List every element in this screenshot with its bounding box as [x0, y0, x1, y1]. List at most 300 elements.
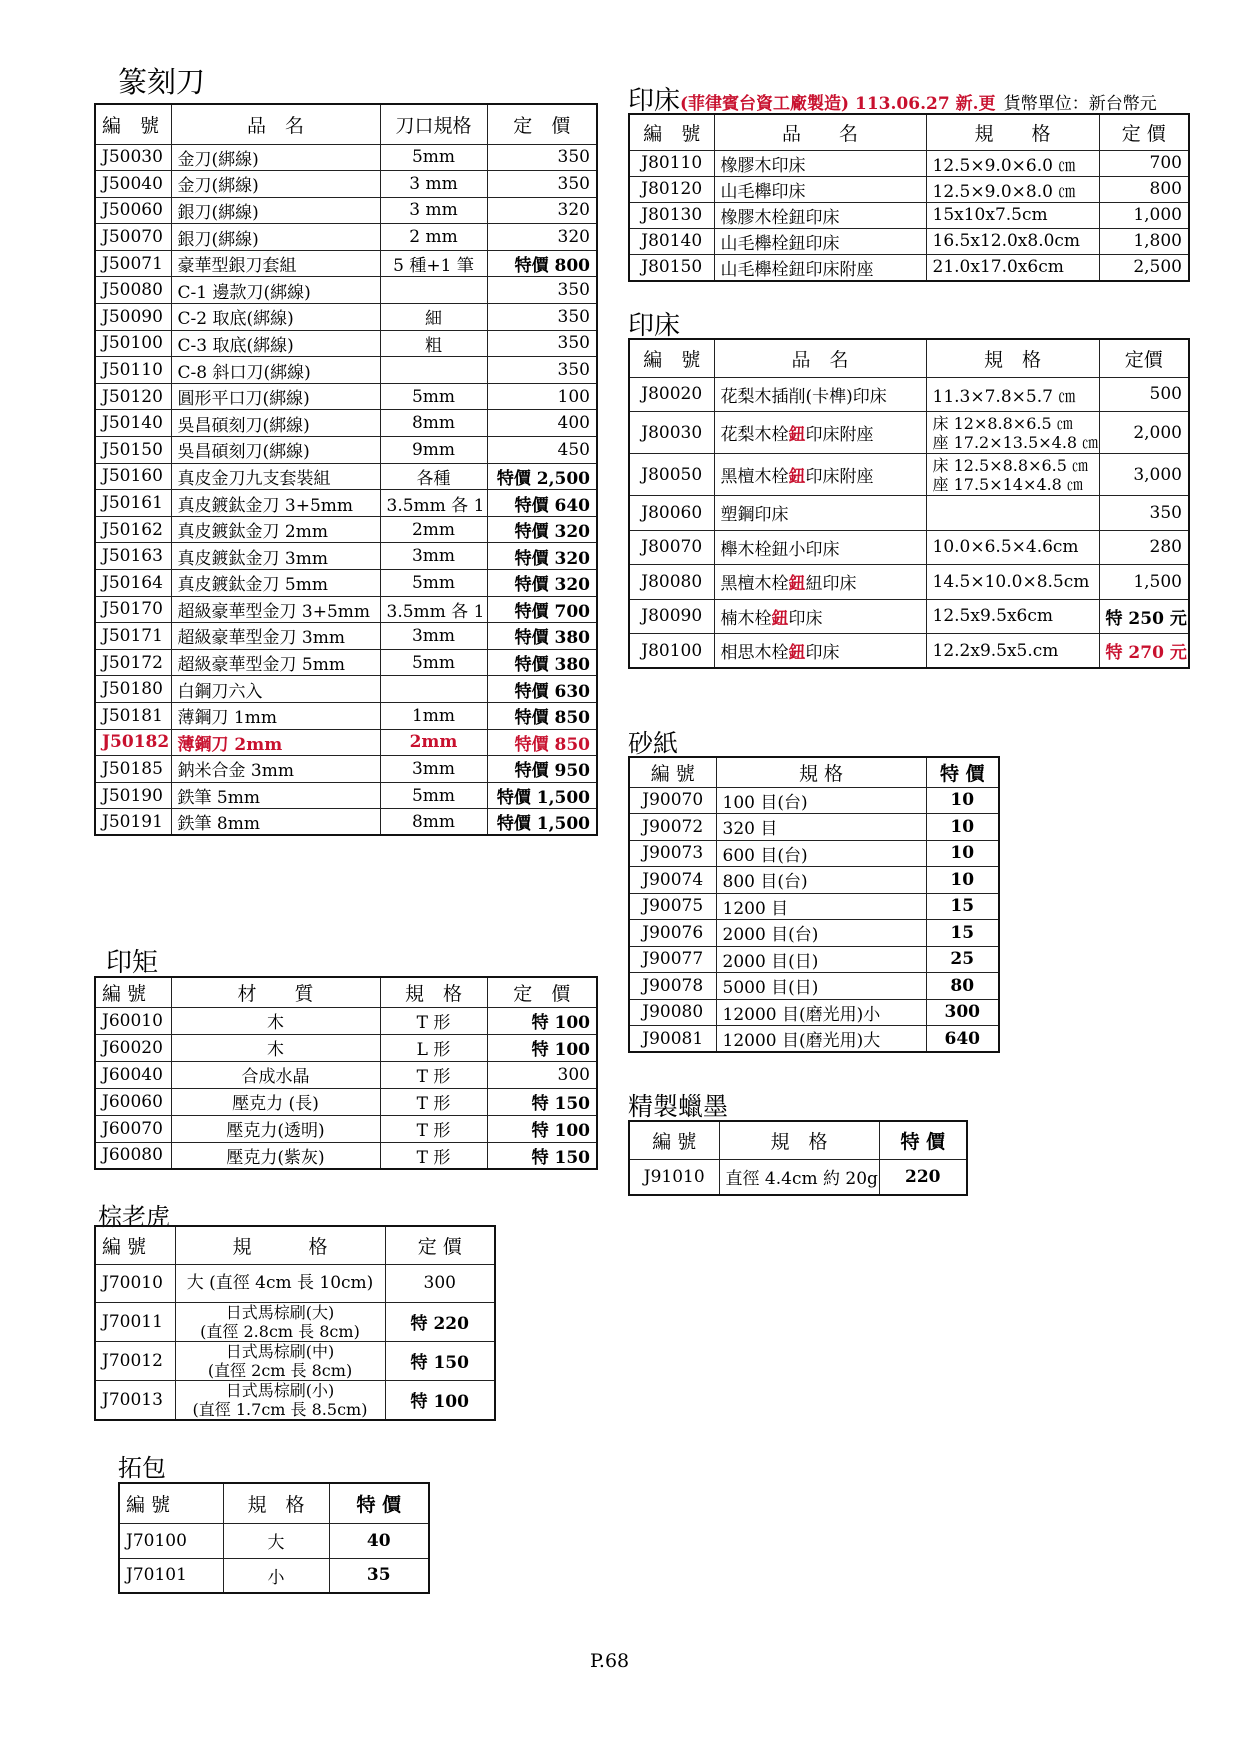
press1-cell-price: 800 [1099, 176, 1189, 202]
press2-cell-spec [926, 496, 1099, 531]
sandpaper-row [629, 893, 999, 920]
knives-cell-spec: 3.5mm 各 1 [380, 490, 487, 517]
knives-cell-code: J50164 [95, 570, 171, 597]
ruler-cell-material: 壓克力(紫灰) [171, 1142, 380, 1169]
wax-cell-price: 220 [879, 1159, 967, 1195]
press2-body [629, 377, 1189, 668]
press2-row [629, 412, 1189, 454]
sandpaper-header-price: 特 價 [926, 757, 999, 787]
rubbing-title: 拓包 [118, 1454, 166, 1482]
knives-row [95, 676, 597, 703]
press1-title [628, 80, 1157, 117]
knives-table [94, 103, 598, 836]
knives-row [95, 171, 597, 198]
knives-cell-price: 特價 1,500 [487, 782, 597, 809]
brush-spec-line2: (直徑 2cm 長 8cm) [207, 1360, 353, 1380]
press1-cell-spec: 12.5×9.0×8.0 ㎝ [926, 176, 1099, 202]
rubbing-header-price: 特 價 [329, 1483, 429, 1523]
press2-cell-name [714, 377, 926, 412]
press2-header-price: 定價 [1099, 339, 1189, 377]
press2-cell-price: 特 250 元 [1099, 599, 1189, 634]
brush-row [95, 1302, 495, 1341]
press2-name-part: 印床附座 [805, 467, 874, 487]
press2-cell-name [714, 530, 926, 565]
knives-cell-price: 特價 1,500 [487, 809, 597, 836]
press2-cell-name [714, 454, 926, 496]
knives-cell-code: J50090 [95, 304, 171, 331]
press2-row [629, 530, 1189, 565]
press2-spec-line1: 床 12.5×8.8×6.5 ㎝ [932, 455, 1089, 475]
press2-name-part: 鈕 [788, 574, 806, 595]
knives-cell-spec: 粗 [380, 330, 487, 357]
press1-cell-price: 700 [1099, 150, 1189, 176]
press2-name-part: 黑檀木栓 [720, 574, 789, 595]
sandpaper-cell-price: 300 [926, 999, 999, 1026]
sandpaper-cell-price: 80 [926, 973, 999, 1000]
press1-body [629, 150, 1189, 281]
knives-cell-price: 320 [487, 197, 597, 224]
brush-row [95, 1380, 495, 1420]
knives-cell-spec: 2mm [380, 729, 487, 756]
knives-cell-code: J50181 [95, 702, 171, 729]
ruler-row [95, 1142, 597, 1169]
knives-cell-spec: 5mm [380, 144, 487, 171]
knives-row [95, 729, 597, 756]
knives-cell-spec: 細 [380, 304, 487, 331]
knives-cell-name: 吳昌碩刻刀(綁線) [171, 437, 380, 464]
knives-row [95, 543, 597, 570]
rubbing-cell-spec: 小 [223, 1558, 329, 1593]
press2-cell-code: J80030 [629, 412, 714, 454]
sandpaper-row [629, 946, 999, 973]
sandpaper-row [629, 1026, 999, 1053]
knives-cell-price: 350 [487, 171, 597, 198]
knives-cell-price: 特價 850 [487, 702, 597, 729]
rubbing-table [118, 1482, 430, 1594]
knives-row [95, 410, 597, 437]
rubbing-header-spec: 規 格 [223, 1483, 329, 1523]
sandpaper-cell-spec: 320 目 [716, 814, 926, 841]
press1-cell-spec: 21.0x17.0x6cm [926, 254, 1099, 281]
knives-cell-name: 真皮鍍鈦金刀 2mm [171, 516, 380, 543]
press1-cell-price: 2,500 [1099, 254, 1189, 281]
brush-cell-code: J70011 [95, 1302, 175, 1341]
sandpaper-cell-spec: 12000 目(磨光用)大 [716, 1026, 926, 1053]
ruler-cell-price: 300 [487, 1061, 597, 1088]
sandpaper-row [629, 999, 999, 1026]
knives-cell-name: 銀刀(綁線) [171, 197, 380, 224]
brush-cell-code: J70013 [95, 1380, 175, 1420]
knives-cell-price: 特價 320 [487, 543, 597, 570]
sandpaper-title: 砂紙 [628, 729, 679, 758]
brush-body [95, 1264, 495, 1420]
sandpaper-cell-price: 15 [926, 920, 999, 947]
ruler-header-price: 定 價 [487, 977, 597, 1007]
press2-name-part: 鈕 [788, 467, 806, 487]
knives-cell-spec: 5mm [380, 570, 487, 597]
knives-cell-code: J50170 [95, 596, 171, 623]
knives-cell-name: 薄鋼刀 2mm [171, 729, 380, 756]
press2-name-part: 印床 [788, 608, 823, 629]
press1-cell-code: J80120 [629, 176, 714, 202]
sandpaper-cell-spec: 800 目(台) [716, 867, 926, 894]
press2-cell-spec [926, 565, 1099, 600]
ruler-cell-material: 木 [171, 1034, 380, 1061]
sandpaper-body [629, 787, 999, 1052]
knives-row [95, 330, 597, 357]
brush-cell-price: 300 [385, 1264, 495, 1302]
knives-cell-price: 450 [487, 437, 597, 464]
press2-cell-spec [926, 530, 1099, 565]
sandpaper-header-spec: 規 格 [716, 757, 926, 787]
press2-row [629, 496, 1189, 531]
knives-cell-price: 350 [487, 277, 597, 304]
press2-cell-code: J80100 [629, 634, 714, 669]
press2-cell-price: 特 270 元 [1099, 634, 1189, 669]
press2-cell-code: J80060 [629, 496, 714, 531]
ruler-body [95, 1007, 597, 1169]
knives-cell-spec [380, 357, 487, 384]
knives-cell-code: J50080 [95, 277, 171, 304]
ruler-header-material: 材 質 [171, 977, 380, 1007]
press2-spec-line1: 11.3×7.8×5.7 ㎝ [932, 386, 1076, 407]
sandpaper-row [629, 973, 999, 1000]
knives-cell-price: 350 [487, 144, 597, 171]
knives-row [95, 782, 597, 809]
brush-cell-price: 特 220 [385, 1302, 495, 1341]
knives-cell-spec: 3 mm [380, 171, 487, 198]
ruler-cell-spec: T 形 [380, 1115, 487, 1142]
rubbing-cell-code: J70100 [119, 1523, 223, 1558]
currency-note: 貨幣單位：新台幣元 [1003, 94, 1157, 114]
brush-header-spec: 規 格 [175, 1226, 385, 1264]
sandpaper-table [628, 756, 1000, 1053]
press2-cell-spec [926, 412, 1099, 454]
press2-spec-line2: 座 17.5×14×4.8 ㎝ [932, 474, 1083, 494]
knives-cell-code: J50140 [95, 410, 171, 437]
press2-cell-name [714, 599, 926, 634]
press1-cell-code: J80130 [629, 202, 714, 228]
ruler-table [94, 976, 598, 1170]
knives-cell-name: 真皮鍍鈦金刀 3+5mm [171, 490, 380, 517]
press2-cell-price: 350 [1099, 496, 1189, 531]
ruler-cell-price: 特 100 [487, 1115, 597, 1142]
sandpaper-cell-code: J90080 [629, 999, 716, 1026]
knives-cell-price: 特價 380 [487, 623, 597, 650]
knives-cell-code: J50110 [95, 357, 171, 384]
ruler-cell-code: J60040 [95, 1061, 171, 1088]
press2-name-part: 鈕 [788, 425, 806, 445]
sandpaper-cell-spec: 2000 目(台) [716, 920, 926, 947]
brush-spec-line1: 大 (直徑 4cm 長 10cm) [186, 1272, 374, 1293]
ruler-cell-spec: T 形 [380, 1088, 487, 1115]
brush-row [95, 1341, 495, 1380]
press2-row [629, 377, 1189, 412]
press1-table [628, 113, 1190, 282]
knives-cell-price: 特價 640 [487, 490, 597, 517]
knives-cell-price: 特價 850 [487, 729, 597, 756]
knives-cell-spec: 各種 [380, 463, 487, 490]
knives-row [95, 224, 597, 251]
sandpaper-cell-price: 15 [926, 893, 999, 920]
press2-name-part: 塑鋼印床 [720, 505, 789, 526]
sandpaper-cell-code: J90078 [629, 973, 716, 1000]
knives-cell-name: 超級豪華型金刀 5mm [171, 649, 380, 676]
wax-header-code: 編 號 [629, 1121, 719, 1159]
press2-name-part: 花梨木插削(卡榫)印床 [720, 386, 887, 407]
press2-cell-code: J80090 [629, 599, 714, 634]
press2-spec-line1: 12.2x9.5x5.cm [932, 640, 1059, 661]
sandpaper-cell-code: J90073 [629, 840, 716, 867]
wax-cell-code: J91010 [629, 1159, 719, 1195]
page-number: P.68 [590, 1650, 630, 1672]
press2-cell-spec [926, 599, 1099, 634]
sandpaper-cell-code: J90076 [629, 920, 716, 947]
knives-cell-code: J50030 [95, 144, 171, 171]
sandpaper-cell-price: 10 [926, 867, 999, 894]
sandpaper-cell-code: J90077 [629, 946, 716, 973]
press2-row [629, 565, 1189, 600]
knives-cell-name: 金刀(綁線) [171, 171, 380, 198]
rubbing-body [119, 1523, 429, 1593]
press2-name-part: 黑檀木栓 [720, 467, 789, 487]
press2-cell-price: 500 [1099, 377, 1189, 412]
press2-cell-name [714, 412, 926, 454]
brush-header-price: 定 價 [385, 1226, 495, 1264]
knives-cell-spec: 1mm [380, 702, 487, 729]
ruler-cell-code: J60010 [95, 1007, 171, 1034]
press2-cell-price: 280 [1099, 530, 1189, 565]
press1-subtitle: (菲律賓台資工廠製造) 113.06.27 新.更 [680, 94, 996, 114]
knives-header-code: 編 號 [95, 104, 171, 144]
sandpaper-cell-price: 25 [926, 946, 999, 973]
press2-title: 印床 [628, 311, 681, 341]
rubbing-cell-code: J70101 [119, 1558, 223, 1593]
ruler-row [95, 1007, 597, 1034]
wax-row [629, 1159, 967, 1195]
knives-cell-spec: 5mm [380, 383, 487, 410]
knives-cell-spec: 2 mm [380, 224, 487, 251]
press2-header-name: 品 名 [714, 339, 926, 377]
knives-row [95, 304, 597, 331]
press2-name-part: 相思木栓 [720, 643, 789, 663]
knives-cell-code: J50185 [95, 756, 171, 783]
ruler-row [95, 1061, 597, 1088]
brush-spec-line1: 日式馬棕刷(中) [225, 1341, 335, 1361]
sandpaper-cell-price: 10 [926, 814, 999, 841]
knives-cell-code: J50162 [95, 516, 171, 543]
ruler-row [95, 1088, 597, 1115]
ruler-cell-spec: T 形 [380, 1061, 487, 1088]
brush-spec-line2: (直徑 1.7cm 長 8.5cm) [192, 1399, 368, 1419]
press2-spec-line2: 座 17.2×13.5×4.8 ㎝ [932, 432, 1099, 452]
knives-row [95, 570, 597, 597]
sandpaper-cell-spec: 100 目(台) [716, 787, 926, 814]
knives-cell-spec: 3.5mm 各 1 [380, 596, 487, 623]
press1-cell-name: 山毛櫸栓鈕印床附座 [714, 254, 926, 281]
press2-cell-spec [926, 377, 1099, 412]
knives-cell-price: 320 [487, 224, 597, 251]
brush-header-code: 編 號 [95, 1226, 175, 1264]
knives-cell-price: 350 [487, 330, 597, 357]
press2-name-part: 櫸木栓鈕小印床 [720, 539, 840, 560]
brush-cell-spec [175, 1341, 385, 1380]
rubbing-cell-price: 40 [329, 1523, 429, 1558]
knives-cell-spec: 9mm [380, 437, 487, 464]
knives-row [95, 756, 597, 783]
sandpaper-row [629, 814, 999, 841]
knives-cell-price: 特價 700 [487, 596, 597, 623]
press1-cell-price: 1,000 [1099, 202, 1189, 228]
press1-cell-code: J80110 [629, 150, 714, 176]
press2-cell-price: 1,500 [1099, 565, 1189, 600]
knives-title: 篆刻刀 [118, 65, 206, 99]
press1-header-spec: 規 格 [926, 114, 1099, 150]
knives-header-spec: 刀口規格 [380, 104, 487, 144]
ruler-header-spec: 規 格 [380, 977, 487, 1007]
brush-cell-spec [175, 1380, 385, 1420]
knives-cell-code: J50171 [95, 623, 171, 650]
brush-title: 棕老虎 [98, 1203, 170, 1231]
ruler-cell-price: 特 100 [487, 1034, 597, 1061]
knives-cell-code: J50100 [95, 330, 171, 357]
press2-header-code: 編 號 [629, 339, 714, 377]
sandpaper-row [629, 787, 999, 814]
press1-cell-name: 山毛櫸印床 [714, 176, 926, 202]
press2-cell-code: J80050 [629, 454, 714, 496]
knives-cell-spec: 5 種+1 筆 [380, 250, 487, 277]
ruler-cell-material: 壓克力(透明) [171, 1115, 380, 1142]
ruler-cell-price: 特 100 [487, 1007, 597, 1034]
wax-table [628, 1120, 968, 1196]
press2-name-part: 紐印床 [805, 574, 857, 595]
press2-cell-name [714, 565, 926, 600]
knives-row [95, 623, 597, 650]
press2-name-part: 鈕 [788, 643, 806, 663]
rubbing-cell-spec: 大 [223, 1523, 329, 1558]
press2-name-part: 印床附座 [805, 425, 874, 445]
wax-cell-spec: 直徑 4.4cm 約 20g [719, 1159, 879, 1195]
brush-cell-code: J70010 [95, 1264, 175, 1302]
sandpaper-cell-code: J90070 [629, 787, 716, 814]
knives-cell-price: 特價 320 [487, 516, 597, 543]
wax-header-price: 特 價 [879, 1121, 967, 1159]
knives-row [95, 649, 597, 676]
sandpaper-cell-spec: 12000 目(磨光用)小 [716, 999, 926, 1026]
ruler-cell-material: 壓克力 (長) [171, 1088, 380, 1115]
knives-cell-price: 特價 380 [487, 649, 597, 676]
press2-cell-spec [926, 454, 1099, 496]
knives-cell-price: 特價 320 [487, 570, 597, 597]
press1-cell-spec: 16.5x12.0x8.0cm [926, 228, 1099, 254]
knives-cell-code: J50071 [95, 250, 171, 277]
brush-cell-price: 特 150 [385, 1341, 495, 1380]
ruler-cell-spec: L 形 [380, 1034, 487, 1061]
knives-cell-code: J50172 [95, 649, 171, 676]
knives-body [95, 144, 597, 835]
knives-cell-price: 400 [487, 410, 597, 437]
sandpaper-cell-spec: 5000 目(日) [716, 973, 926, 1000]
brush-cell-spec [175, 1302, 385, 1341]
sandpaper-cell-price: 10 [926, 840, 999, 867]
press1-cell-code: J80150 [629, 254, 714, 281]
press2-table [628, 338, 1190, 669]
knives-cell-code: J50163 [95, 543, 171, 570]
knives-header-price: 定 價 [487, 104, 597, 144]
ruler-row [95, 1115, 597, 1142]
knives-row [95, 197, 597, 224]
press1-header-price: 定 價 [1099, 114, 1189, 150]
knives-cell-code: J50190 [95, 782, 171, 809]
knives-cell-code: J50040 [95, 171, 171, 198]
knives-cell-price: 特價 2,500 [487, 463, 597, 490]
press2-row [629, 634, 1189, 669]
knives-cell-code: J50180 [95, 676, 171, 703]
ruler-cell-code: J60070 [95, 1115, 171, 1142]
knives-cell-name: 真皮鍍鈦金刀 5mm [171, 570, 380, 597]
press1-title-text: 印床 [628, 86, 681, 116]
press2-row [629, 454, 1189, 496]
knives-cell-name: 真皮金刀九支套裝組 [171, 463, 380, 490]
knives-cell-name: 超級豪華型金刀 3+5mm [171, 596, 380, 623]
knives-cell-name: 真皮鍍鈦金刀 3mm [171, 543, 380, 570]
ruler-cell-spec: T 形 [380, 1007, 487, 1034]
sandpaper-row [629, 840, 999, 867]
brush-spec-line2: (直徑 2.8cm 長 8cm) [200, 1321, 360, 1341]
knives-cell-spec: 5mm [380, 782, 487, 809]
press2-name-part: 印床 [805, 643, 840, 663]
ruler-cell-price: 特 150 [487, 1142, 597, 1169]
brush-spec-line1: 日式馬棕刷(小) [225, 1380, 335, 1400]
knives-cell-spec: 2mm [380, 516, 487, 543]
press2-spec-line1: 14.5×10.0×8.5cm [932, 571, 1090, 592]
brush-cell-price: 特 100 [385, 1380, 495, 1420]
sandpaper-cell-code: J90074 [629, 867, 716, 894]
sandpaper-row [629, 920, 999, 947]
knives-cell-spec [380, 676, 487, 703]
ruler-cell-code: J60020 [95, 1034, 171, 1061]
knives-cell-code: J50160 [95, 463, 171, 490]
press2-cell-code: J80070 [629, 530, 714, 565]
knives-cell-name: 圓形平口刀(綁線) [171, 383, 380, 410]
brush-cell-code: J70012 [95, 1341, 175, 1380]
knives-cell-spec: 3mm [380, 623, 487, 650]
knives-cell-code: J50191 [95, 809, 171, 836]
press1-row [629, 254, 1189, 281]
sandpaper-cell-price: 10 [926, 787, 999, 814]
knives-cell-code: J50070 [95, 224, 171, 251]
press2-name-part: 鈕 [771, 608, 789, 629]
press1-header-name: 品 名 [714, 114, 926, 150]
knives-row [95, 596, 597, 623]
knives-cell-name: 吳昌碩刻刀(綁線) [171, 410, 380, 437]
knives-cell-code: J50150 [95, 437, 171, 464]
press1-cell-code: J80140 [629, 228, 714, 254]
knives-row [95, 809, 597, 836]
knives-cell-code: J50060 [95, 197, 171, 224]
ruler-cell-spec: T 形 [380, 1142, 487, 1169]
brush-spec-line1: 日式馬棕刷(大) [225, 1302, 335, 1322]
knives-cell-name: 鉄筆 8mm [171, 809, 380, 836]
press1-cell-spec: 12.5×9.0×6.0 ㎝ [926, 150, 1099, 176]
wax-header-spec: 規 格 [719, 1121, 879, 1159]
knives-cell-spec: 5mm [380, 649, 487, 676]
knives-cell-spec: 3mm [380, 543, 487, 570]
knives-cell-name: 鈉米合金 3mm [171, 756, 380, 783]
press1-row [629, 202, 1189, 228]
press1-header-code: 編 號 [629, 114, 714, 150]
brush-table [94, 1225, 496, 1421]
